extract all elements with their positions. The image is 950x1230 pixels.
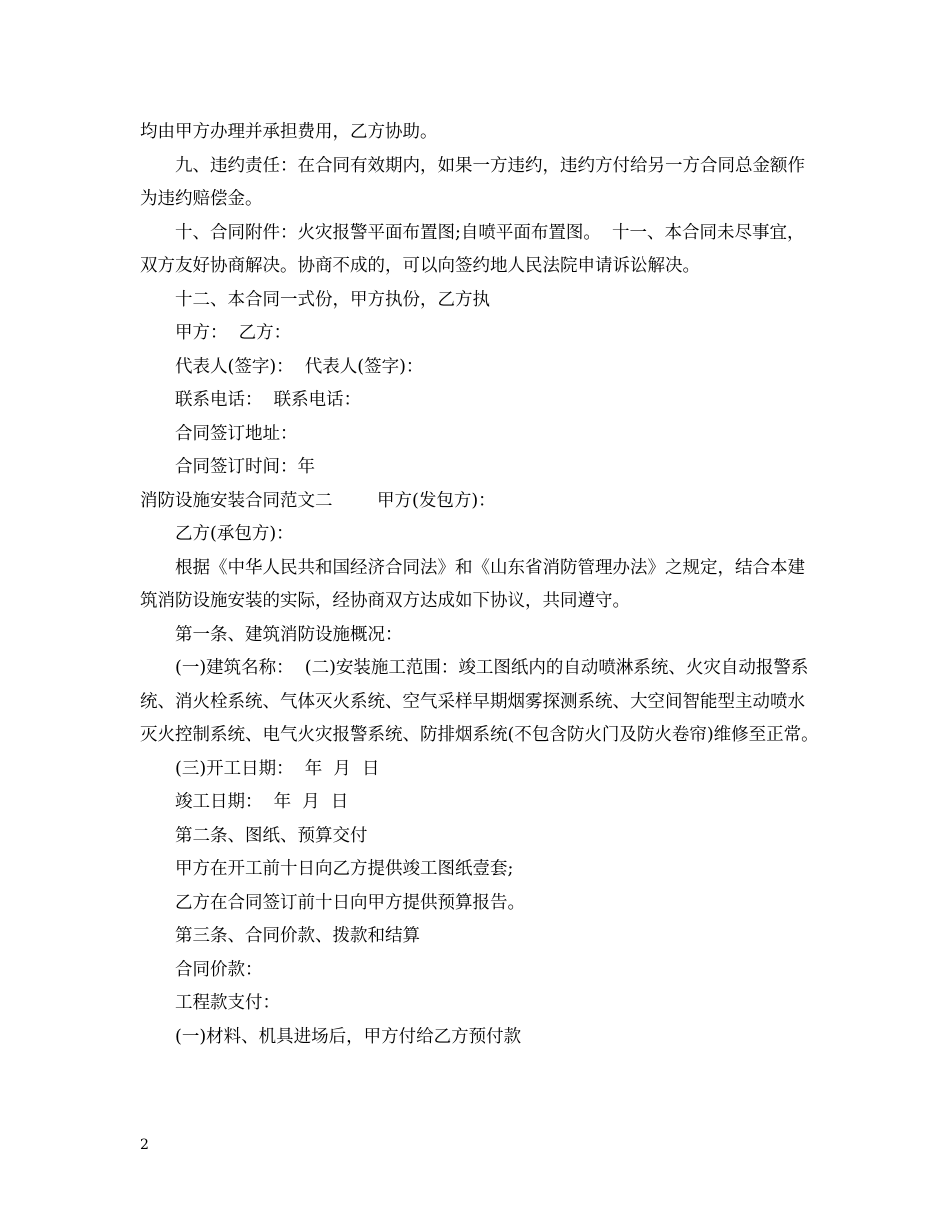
paragraph: 乙方在合同签订前十日向甲方提供预算报告。	[175, 892, 525, 913]
paragraph: 合同签订时间：年	[175, 457, 315, 477]
document-body	[140, 116, 820, 1054]
paragraph: 九、违约责任：在合同有效期内，如果一方违约，违约方付给另一方合同总金额作为违约赔偿金。	[140, 155, 805, 209]
paragraph: 根据《中华人民共和国经济合同法》和《山东省消防管理办法》之规定，结合本建筑消防设施安装的实际，经协商双方达成如下协议，共同遵守。	[140, 557, 805, 611]
paragraph: 甲方在开工前十日向乙方提供竣工图纸壹套;	[175, 859, 514, 879]
paragraph: 消防设施安装合同范文二 甲方(发包方)：	[140, 490, 496, 511]
paragraph: 代表人(签字)： 代表人(签字)：	[175, 356, 424, 377]
paragraph: 十、合同附件：火灾报警平面布置图;自喷平面布置图。 十一、本合同未尽事宜，双方友好协商解决。协商不成的，可以向签约地人民法院申请诉讼解决。	[140, 222, 805, 276]
paragraph: 联系电话： 联系电话：	[175, 390, 362, 410]
paragraph: 甲方： 乙方：	[175, 323, 292, 343]
paragraph: 合同签订地址：	[175, 423, 298, 444]
paragraph: 乙方(承包方)：	[175, 524, 294, 544]
paragraph: 十二、本合同一式份，甲方执份，乙方执	[175, 289, 490, 310]
paragraph: 竣工日期： 年 月 日	[175, 792, 349, 812]
paragraph: 第三条、合同价款、拨款和结算	[175, 926, 420, 946]
paragraph: (一)材料、机具进场后，甲方付给乙方预付款	[175, 1026, 522, 1047]
paragraph: 第一条、建筑消防设施概况：	[175, 624, 403, 645]
paragraph: 均由甲方办理并承担费用，乙方协助。	[140, 122, 438, 142]
paragraph: (三)开工日期： 年 月 日	[175, 758, 380, 779]
paragraph: 第二条、图纸、预算交付	[175, 825, 368, 846]
page-number: 2	[140, 1137, 149, 1153]
paragraph: 工程款支付：	[175, 993, 280, 1013]
paragraph: (一)建筑名称： (二)安装施工范围：竣工图纸内的自动喷淋系统、火灾自动报警系统、消火栓系统、气体灭火系统、空气采样早期烟雾探测系统、大空间智能型主动喷水灭火控制系统、电气火灾报警系统、防排烟系统(不包含防火门及防火卷帘)维修至正常。	[140, 658, 819, 745]
paragraph: 合同价款：	[175, 959, 263, 980]
